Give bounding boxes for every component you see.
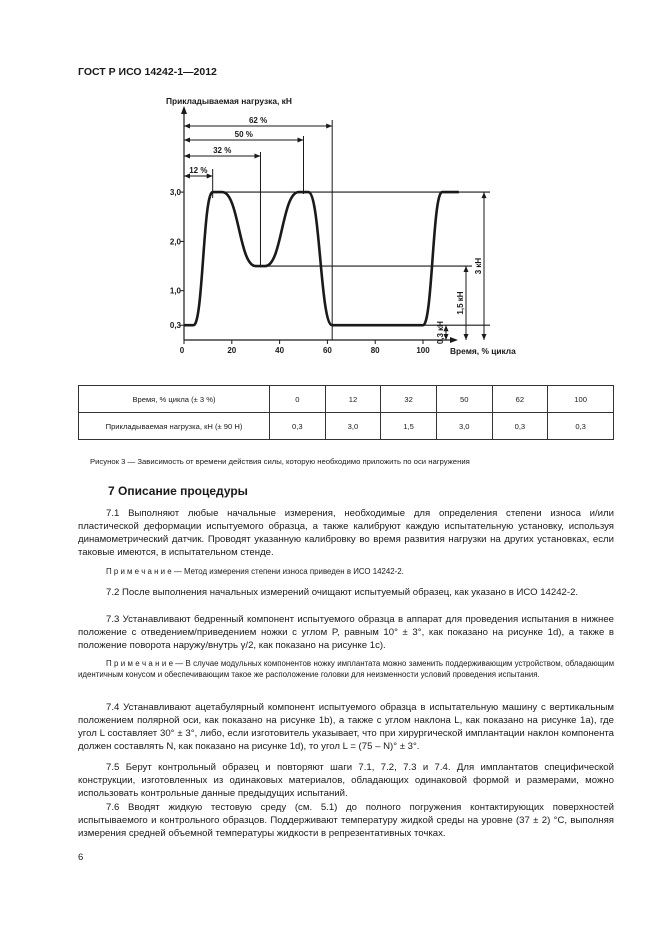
paragraph-7-3: 7.3 Устанавливают бедренный компонент испытуемого образца в аппарат для проведения испытания в нижнее положение с отведением/приведением ножки с углом P, равным 10° ± 3°, как показано на рисунке 1d), а также в положение поворота наружу/внутрь γ/2, как показано на рисунке 1c).: [78, 614, 614, 651]
table-row: [79, 413, 614, 440]
x-tick-label: 40: [275, 346, 285, 355]
table-cell: 0: [270, 386, 326, 413]
table-row-label: Прикладываемая нагрузка, кН (± 90 Н): [79, 413, 270, 440]
x-tick-label: 100: [416, 346, 430, 355]
table-cell: 12: [325, 386, 381, 413]
paragraph-7-6: 7.6 Вводят жидкую тестовую среду (см. 5.1) до полного погружения контактирующих поверхностей испытываемого и контрольного образцов. Поддерживают температуру жидкой среды на уровне (37 ± 2) °С, выполняя измерения средней объемной температуры жидкости в репрезентативных точках.: [78, 802, 614, 839]
page-number: 6: [78, 852, 84, 863]
note-1: П р и м е ч а н и е — Метод измерения степени износа приведен в ИСО 14242-2.: [106, 567, 404, 576]
x-axis-arrow: [450, 337, 458, 343]
y-axis-arrow: [181, 106, 187, 114]
dimension-arrowhead: [298, 138, 304, 143]
paragraph-7-4: 7.4 Устанавливают ацетабулярный компонент испытуемого образца в испытательную машину с вертикальным положением полярной оси, как показано на рисунке 1b), а также с углом наклона L, как показано на рисунке 1a), где угол L составляет 30° ± 3°, либо, если изготовитель указывает, что при хирургической имплантации наклон компонента должен составлять N, как показано на рисунке 1d), то угол L = (75 – N)° ± 3°.: [78, 702, 614, 752]
x-tick-label: 20: [227, 346, 237, 355]
load-curve: [184, 192, 459, 325]
load-time-table: [78, 385, 614, 440]
table-cell: 3,0: [325, 413, 381, 440]
dimension-label: 12 %: [189, 166, 208, 175]
table-row: [79, 386, 614, 413]
document-header: ГОСТ Р ИСО 14242-1—2012: [78, 66, 217, 78]
table-cell: 0,3: [270, 413, 326, 440]
x-tick-label: 60: [322, 346, 332, 355]
x-tick-label: 0: [179, 346, 185, 355]
table-cell: 1,5: [381, 413, 437, 440]
dimension-arrowhead: [184, 124, 190, 129]
dimension-label: 1,5 кН: [456, 291, 465, 315]
dimension-arrowhead: [464, 266, 469, 272]
y-tick-label: 1,0: [169, 286, 181, 296]
dimension-label: 0,3 кН: [436, 321, 445, 345]
y-tick-label: 0,3: [169, 321, 181, 331]
section-title: 7 Описание процедуры: [108, 484, 248, 498]
dimension-arrowhead: [207, 174, 213, 179]
x-tick-label: 80: [370, 346, 380, 355]
figure-caption: Рисунок 3 — Зависимость от времени действия силы, которую необходимо приложить по оси нагружения: [90, 457, 470, 466]
dimension-arrowhead: [464, 334, 469, 340]
dimension-arrowhead: [326, 124, 332, 129]
table-cell: 0,3: [492, 413, 548, 440]
dimension-label: 62 %: [248, 116, 268, 125]
y-axis-label: Прикладываемая нагрузка, кН: [166, 96, 292, 106]
table-row-label: Время, % цикла (± 3 %): [79, 386, 270, 413]
table-cell: 62: [492, 386, 548, 413]
x-axis-label: Время, % цикла: [450, 346, 516, 356]
dimension-arrowhead: [184, 154, 190, 159]
dimension-arrowhead: [254, 154, 260, 159]
dimension-label: 50 %: [234, 130, 253, 139]
paragraph-7-5: 7.5 Берут контрольный образец и повторяют шаги 7.1, 7.2, 7.3 и 7.4. Для имплантатов специфической конструкции, изготовленных из одинаковых материалов, обладающих одинаковой формой и размерами, можно использовать контрольные данные предыдущих испытаний.: [78, 762, 614, 799]
table-cell: 32: [381, 386, 437, 413]
dimension-arrowhead: [482, 334, 487, 340]
dimension-label: 32 %: [213, 146, 232, 155]
paragraph-7-2: 7.2 После выполнения начальных измерений очищают испытуемый образец, как указано в ИСО 14242-2.: [106, 587, 579, 598]
table-cell: 50: [436, 386, 492, 413]
note-2: П р и м е ч а н и е — В случае модульных компонентов ножку имплантата можно заменить поддерживающим устройством, обладающим идентичным конусом и обеспечивающим такое же расположение головки для неизменности условий проведения испытания.: [78, 659, 614, 679]
load-time-chart: [150, 90, 530, 370]
dimension-arrowhead: [482, 192, 487, 198]
dimension-arrowhead: [184, 138, 190, 143]
y-tick-label: 2,0: [169, 237, 181, 247]
y-tick-label: 3,0: [169, 188, 181, 198]
table-cell: 3,0: [436, 413, 492, 440]
paragraph-7-1: 7.1 Выполняют любые начальные измерения, необходимые для определения степени износа и/или пластической деформации испытуемого образца, а также калибруют каждую испытательную установку, используя динамометрический датчик. Проводят указанную калибровку во время развития нагрузки на других установках, если таковые имеются, в испытательном стенде.: [78, 508, 614, 558]
dimension-label: 3 кН: [474, 257, 483, 275]
table-cell: 100: [548, 386, 614, 413]
table-cell: 0,3: [548, 413, 614, 440]
